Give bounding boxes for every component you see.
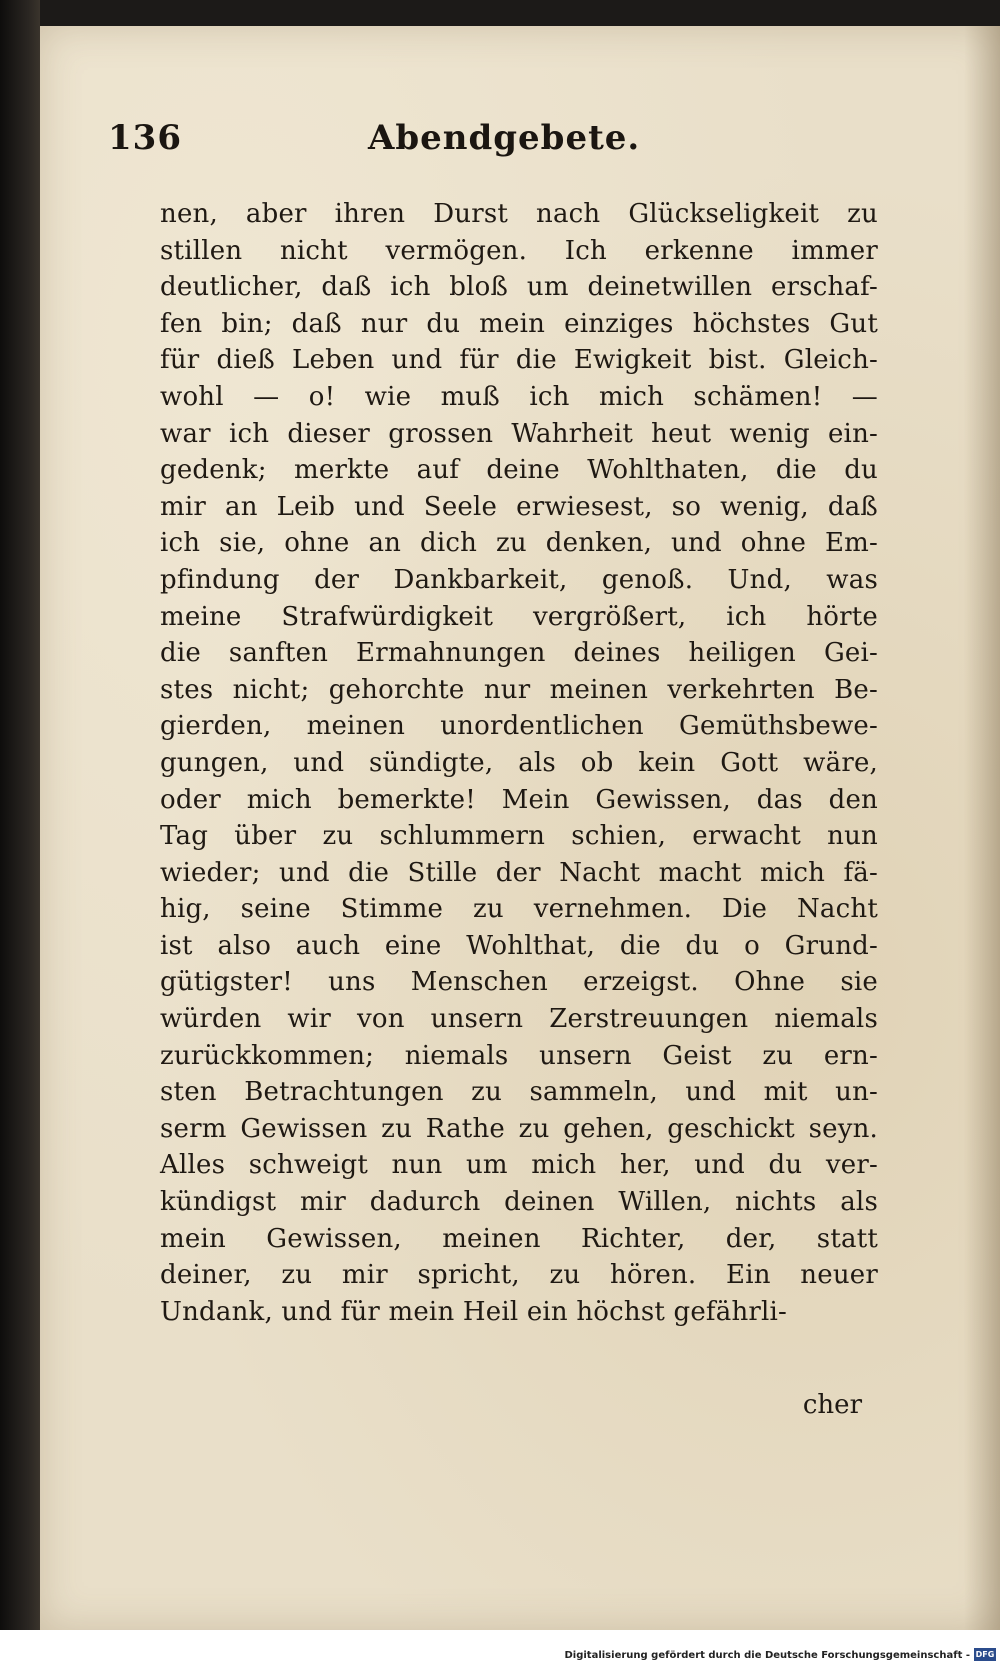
text-line: wohl — o! wie muß ich mich schämen! —: [160, 381, 878, 412]
text-line: stes nicht; gehorchte nur meinen verkehrten Be-: [160, 674, 878, 705]
text-line: deiner, zu mir spricht, zu hören. Ein neuer: [160, 1260, 878, 1291]
text-line: würden wir von unsern Zerstreuungen niemals: [160, 1004, 878, 1035]
text-line: zurückkommen; niemals unsern Geist zu ern-: [160, 1040, 878, 1071]
text-line: gedenk; merkte auf deine Wohlthaten, die du: [160, 455, 878, 486]
body-text: [160, 196, 878, 1330]
text-line: serm Gewissen zu Rathe zu gehen, geschickt seyn.: [160, 1113, 878, 1144]
text-line: gierden, meinen unordentlichen Gemüthsbewe-: [160, 711, 878, 742]
catchword: cher: [802, 1390, 862, 1420]
text-line: für dieß Leben und für die Ewigkeit bist. Gleich-: [160, 345, 878, 376]
footer-bar: [0, 1630, 1000, 1668]
text-line: war ich dieser grossen Wahrheit heut wenig ein-: [160, 418, 878, 449]
text-line: oder mich bemerkte! Mein Gewissen, das den: [160, 784, 878, 815]
text-line: fen bin; daß nur du mein einziges höchstes Gut: [160, 308, 878, 339]
text-line: meine Strafwürdigkeit vergrößert, ich hörte: [160, 601, 878, 632]
book-gutter-shadow: [0, 0, 40, 1668]
text-line: Tag über zu schlummern schien, erwacht nun: [160, 821, 878, 852]
text-line: gütigster! uns Menschen erzeigst. Ohne sie: [160, 967, 878, 998]
page-number: 136: [108, 118, 182, 158]
text-line: ich sie, ohne an dich zu denken, und ohne Em-: [160, 528, 878, 559]
page-header: [108, 118, 868, 178]
text-line: nen, aber ihren Durst nach Glückseligkeit zu: [160, 199, 878, 229]
text-line: hig, seine Stimme zu vernehmen. Die Nacht: [160, 894, 878, 925]
text-line: mir an Leib und Seele erwiesest, so wenig, daß: [160, 491, 878, 522]
text-line: Alles schweigt nun um mich her, und du ver-: [160, 1150, 878, 1181]
text-line: mein Gewissen, meinen Richter, der, statt: [160, 1223, 878, 1254]
text-line: Undank, und für mein Heil ein höchst gefährli-: [160, 1296, 788, 1327]
text-line: kündigst mir dadurch deinen Willen, nichts als: [160, 1187, 878, 1218]
page-edge-shadow: [964, 26, 1000, 1630]
text-line: sten Betrachtungen zu sammeln, und mit un-: [160, 1077, 878, 1108]
digitization-credit: Digitalisierung gefördert durch die Deutsche Forschungsgemeinschaft -: [564, 1650, 970, 1661]
text-line: die sanften Ermahnungen deines heiligen Gei-: [160, 638, 878, 669]
text-line: wieder; und die Stille der Nacht macht mich fä-: [160, 857, 878, 888]
text-line: pfindung der Dankbarkeit, genoß. Und, was: [160, 564, 878, 595]
text-line: gungen, und sündigte, als ob kein Gott wäre,: [160, 747, 878, 778]
dfg-logo: DFG: [975, 1650, 995, 1659]
text-line: deutlicher, daß ich bloß um deinetwillen erschaf-: [160, 272, 878, 303]
text-line: ist also auch eine Wohlthat, die du o Grund-: [160, 930, 878, 961]
text-line: stillen nicht vermögen. Ich erkenne immer: [160, 235, 878, 266]
running-head: Abendgebete.: [368, 118, 641, 158]
